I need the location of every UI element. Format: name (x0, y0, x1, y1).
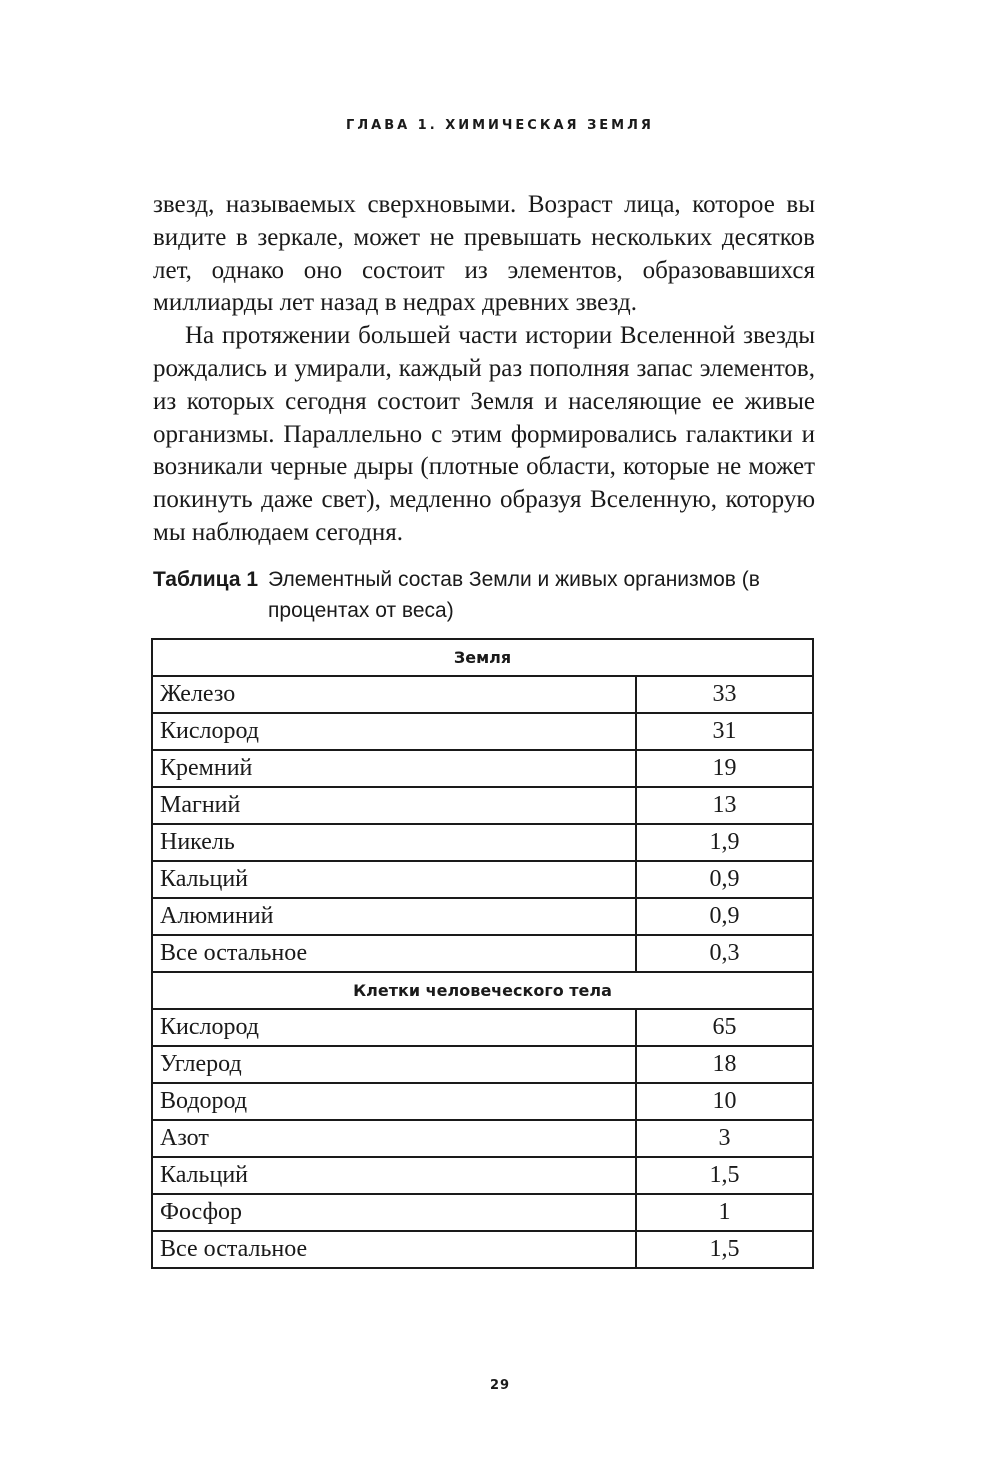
element-value-cell: 19 (636, 750, 813, 787)
element-name-cell: Кальций (152, 861, 636, 898)
element-name-cell: Кремний (152, 750, 636, 787)
table-row (152, 1083, 813, 1120)
element-value-cell: 0,9 (636, 898, 813, 935)
element-value-cell: 65 (636, 1009, 813, 1046)
table-row (152, 898, 813, 935)
element-value-cell: 10 (636, 1083, 813, 1120)
element-value-cell: 1,5 (636, 1231, 813, 1268)
element-name-cell: Азот (152, 1120, 636, 1157)
element-composition-table (151, 638, 814, 1269)
section-title: Клетки человеческого тела (152, 972, 813, 1009)
element-name-cell: Магний (152, 787, 636, 824)
table-row (152, 1120, 813, 1157)
element-name-cell: Алюминий (152, 898, 636, 935)
table-row (152, 1231, 813, 1268)
element-name-cell: Все остальное (152, 1231, 636, 1268)
table-row (152, 1194, 813, 1231)
section-title: Земля (152, 639, 813, 676)
table-row (152, 787, 813, 824)
element-value-cell: 0,9 (636, 861, 813, 898)
element-name-cell: Все остальное (152, 935, 636, 972)
element-name-cell: Кислород (152, 713, 636, 750)
element-value-cell: 0,3 (636, 935, 813, 972)
element-value-cell: 18 (636, 1046, 813, 1083)
element-name-cell: Водород (152, 1083, 636, 1120)
table-caption-label: Таблица 1 (153, 568, 259, 591)
element-value-cell: 33 (636, 676, 813, 713)
element-value-cell: 1,5 (636, 1157, 813, 1194)
table-row (152, 676, 813, 713)
table-row (152, 824, 813, 861)
element-name-cell: Фосфор (152, 1194, 636, 1231)
table-caption (153, 564, 833, 626)
element-value-cell: 1,9 (636, 824, 813, 861)
element-name-cell: Углерод (152, 1046, 636, 1083)
table-row (152, 935, 813, 972)
table-section-header (152, 972, 813, 1009)
element-name-cell: Никель (152, 824, 636, 861)
table-section-header (152, 639, 813, 676)
table-row (152, 1009, 813, 1046)
running-head: ГЛАВА 1. ХИМИЧЕСКАЯ ЗЕМЛЯ (346, 118, 654, 133)
table-row (152, 1157, 813, 1194)
table-row (152, 861, 813, 898)
table-row (152, 750, 813, 787)
element-name-cell: Кислород (152, 1009, 636, 1046)
element-name-cell: Кальций (152, 1157, 636, 1194)
table-row (152, 713, 813, 750)
paragraph: На протяжении большей части истории Вселенной звезды рождались и умирали, каждый раз пополняя запас элементов, из которых сегодня состоит Земля и населяющие ее живые организмы. Параллельно с этим формировались галактики и возникали черные дыры (плотные области, которые не может покинуть даже свет), медленно образуя Вселенную, которую мы наблюдаем сегодня. (153, 322, 815, 546)
element-name-cell: Железо (152, 676, 636, 713)
element-value-cell: 31 (636, 713, 813, 750)
element-value-cell: 3 (636, 1120, 813, 1157)
body-text (153, 189, 815, 550)
table-caption-text: Элементный состав Земли и живых организмов (в процентах от веса) (268, 568, 760, 622)
element-value-cell: 1 (636, 1194, 813, 1231)
element-value-cell: 13 (636, 787, 813, 824)
paragraph: звезд, называемых сверхновыми. Возраст лица, которое вы видите в зеркале, может не превышать нескольких десятков лет, однако оно состоит из элементов, образовавшихся миллиарды лет назад в недрах древних звезд. (153, 191, 815, 317)
table-row (152, 1046, 813, 1083)
page-number: 29 (489, 1378, 511, 1393)
